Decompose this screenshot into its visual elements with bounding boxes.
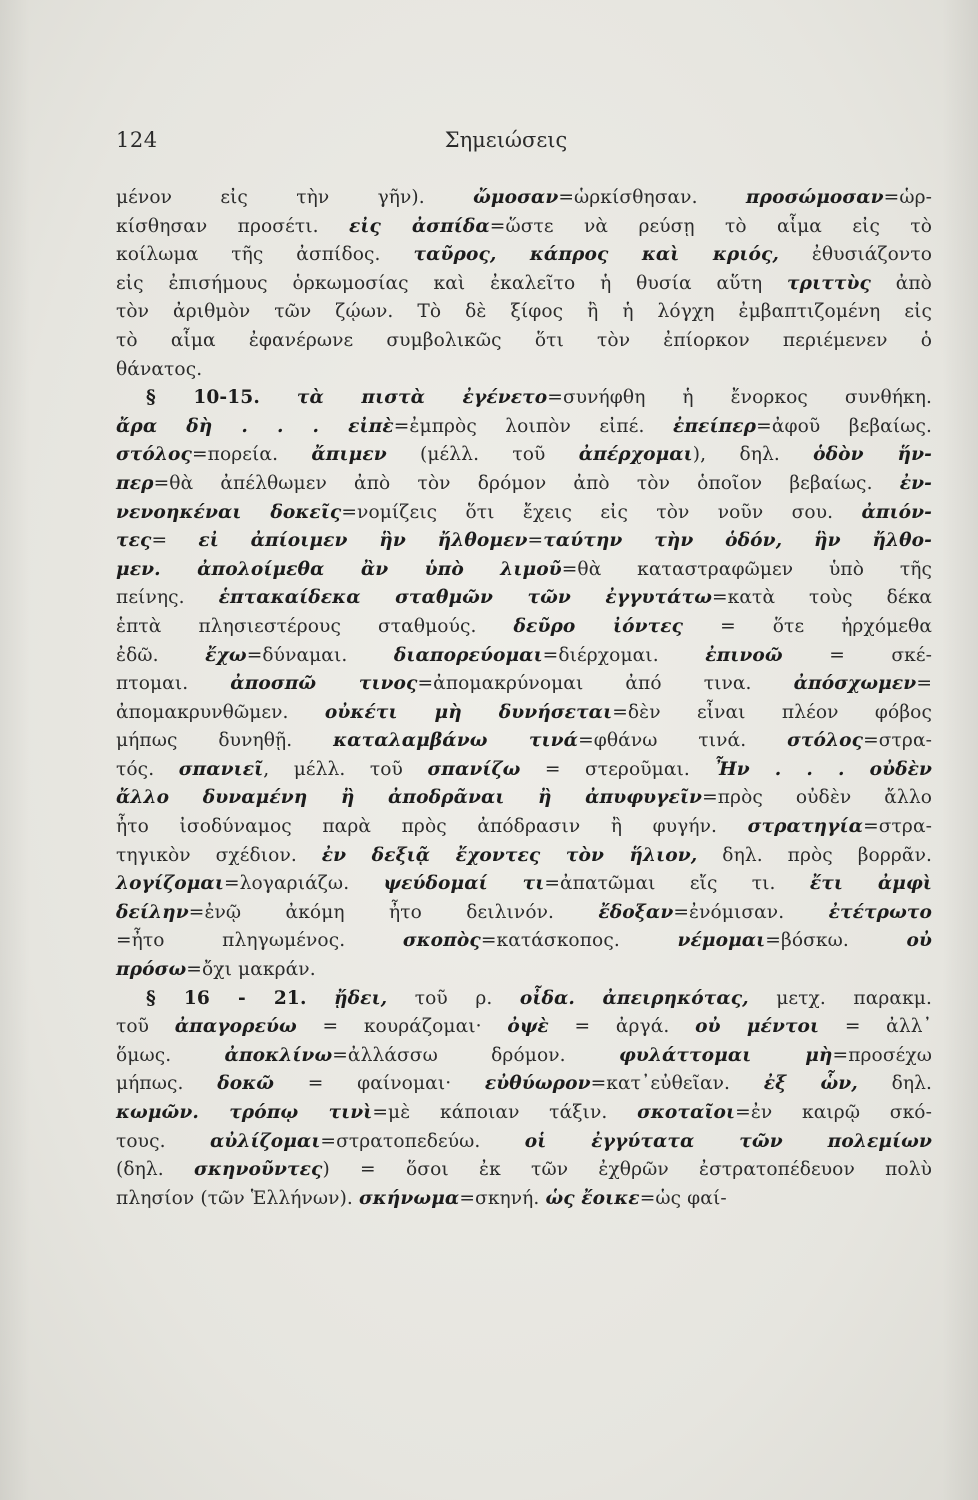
gloss-text: τὸν ἀριθμὸν τῶν ζῴων. Τὸ δὲ ξίφος ἢ ἡ λόγχη ἐμβαπτιζομένη εἰς <box>116 301 932 323</box>
text-line <box>116 1099 932 1128</box>
text-line <box>116 1070 932 1099</box>
notes-body <box>116 184 932 1213</box>
gloss-text <box>307 988 335 1009</box>
text-line <box>116 499 932 528</box>
gloss-text: (δηλ. <box>116 1159 195 1181</box>
gloss-text: μήπως. <box>116 1073 218 1095</box>
lemma-term: οὐ <box>906 930 933 952</box>
gloss-text: ἑπτὰ πλησιεστέρους σταθμούς. <box>116 615 514 637</box>
gloss-text: ἐθυσιάζοντο <box>778 244 933 266</box>
lemma-term: ἐτέτρωτο <box>828 901 932 923</box>
gloss-text: =προσέχω <box>832 1044 933 1066</box>
gloss-text: τοῦ ρ. <box>387 987 520 1009</box>
lemma-term: ἔδοξαν <box>598 901 674 923</box>
text-line <box>116 727 932 756</box>
text-line <box>116 613 932 642</box>
lemma-term: ἐν- <box>899 472 932 494</box>
gloss-text: =ἐν καιρῷ σκό- <box>735 1102 932 1123</box>
lemma-term: στρατηγία <box>747 816 864 838</box>
text-line <box>116 327 932 356</box>
page-header <box>116 128 856 162</box>
lemma-term: σκοπὸς <box>402 930 481 952</box>
lemma-term: ὡς ἔοικε <box>545 1187 640 1209</box>
section-marker: § 16 - 21. <box>146 987 307 1009</box>
gloss-text: =ἐμπρὸς λοιπὸν εἰπέ. <box>393 415 673 437</box>
gloss-text: =διέρχομαι. <box>542 644 706 666</box>
lemma-term: δοκῶ <box>217 1073 275 1095</box>
gloss-text: =συνήφθη ἡ ἔνορκος συνθήκη. <box>547 387 933 409</box>
text-line <box>116 584 932 613</box>
text-line <box>116 556 932 585</box>
gloss-text: =πρὸς οὐδὲν ἄλλο <box>702 787 932 809</box>
lemma-term: κωμῶν. τρόπῳ τινὶ <box>116 1102 373 1123</box>
gloss-text: τός. <box>116 758 179 780</box>
lemma-term: ἀπαγορεύω <box>174 1016 297 1038</box>
gloss-text: =ἀπατῶμαι εἴς τι. <box>544 873 810 895</box>
lemma-term: προσώμοσαν <box>745 187 884 208</box>
text-line <box>116 356 932 385</box>
gloss-text: =θὰ ἀπέλθωμεν ἀπὸ τὸν δρόμον ἀπὸ τὸν ὁποῖον βεβαίως. <box>153 472 900 494</box>
binding-shadow <box>942 0 978 1500</box>
gloss-text: =ὄχι μακράν. <box>186 959 316 981</box>
gloss-text: κοίλωμα τῆς ἀσπίδος. <box>116 244 414 266</box>
text-line <box>116 298 932 327</box>
text-line <box>116 1128 932 1157</box>
text-line <box>116 1042 932 1071</box>
lemma-term: ἐν δεξιᾷ ἔχοντες τὸν ἥλιον, <box>321 844 698 866</box>
gloss-text: =κατὰ τοὺς δέκα <box>712 587 933 609</box>
text-line <box>116 470 932 499</box>
lemma-term: σκήνωμα <box>358 1187 460 1209</box>
gloss-text: πείνης. <box>116 587 219 609</box>
lemma-term: ὀψὲ <box>507 1016 549 1038</box>
gloss-text: = ὅτε ἠρχόμεθα <box>683 615 932 637</box>
gloss-text: =σκηνή. <box>459 1187 546 1209</box>
gloss-text: = <box>151 530 199 552</box>
gloss-text: πτομαι. <box>116 673 231 695</box>
gloss-text: ), δηλ. <box>692 444 814 466</box>
gloss-text: = <box>527 530 544 552</box>
gloss-text: μένον εἰς τὴν γῆν). <box>116 187 474 208</box>
gloss-text: =στρα- <box>863 730 932 752</box>
text-line <box>116 870 932 899</box>
text-line <box>116 927 932 956</box>
gloss-text: μήπως δυνηθῇ. <box>116 730 334 752</box>
gloss-text: =ἀλλάσσω δρόμον. <box>332 1044 619 1066</box>
lemma-term: σπανιεῖ <box>178 758 264 780</box>
lemma-term: ἀπιόν- <box>861 501 933 523</box>
lemma-term: ἄλλο δυναμένη ἢ ἀποδρᾶναι ἢ ἀπυφυγεῖν <box>116 787 703 809</box>
lemma-term: ἀποκλίνω <box>224 1044 333 1066</box>
text-line <box>116 642 932 671</box>
lemma-term: ἀπειρηκότας, <box>602 987 749 1009</box>
gloss-text: (μέλλ. τοῦ <box>386 444 579 466</box>
text-line <box>116 1013 932 1042</box>
page-edge-shadow <box>0 0 30 1500</box>
gloss-text: ἀπομακρυνθῶμεν. <box>116 701 325 723</box>
gloss-text: , μέλλ. τοῦ <box>263 758 428 780</box>
gloss-text: κίσθησαν προσέτι. <box>116 215 349 237</box>
gloss-text: = κουράζομαι· <box>296 1016 508 1038</box>
text-line <box>116 413 932 442</box>
gloss-text: =μὲ κάποιαν τάξιν. <box>372 1102 638 1123</box>
text-line <box>116 384 932 413</box>
gloss-text: =κατάσκοπος. <box>480 930 678 952</box>
gloss-text: ἀπὸ <box>870 272 932 294</box>
gloss-text: τὸ αἷμα ἐφανέρωνε συμβολικῶς ὅτι τὸν ἐπίορκον περιέμενεν ὁ <box>116 329 932 351</box>
lemma-term: ἐπείπερ <box>672 415 757 437</box>
text-line <box>116 756 932 785</box>
lemma-term: ὁδὸν ἥν- <box>813 444 932 466</box>
gloss-text: =βόσκω. <box>765 930 907 952</box>
lemma-term: ἐπινοῶ <box>705 644 783 666</box>
lemma-term: εἰ ἀπίοιμεν ἣν ἤλθομεν <box>198 530 528 552</box>
gloss-text: =ὡρκίσθησαν. <box>558 187 746 208</box>
gloss-text: =φθάνω τινά. <box>578 730 788 752</box>
gloss-text: δηλ. πρὸς βορρᾶν. <box>697 844 932 866</box>
gloss-text: =ἀπομακρύνομαι ἀπό τινα. <box>417 673 794 695</box>
gloss-text: =κατ᾽εὐθεῖαν. <box>590 1073 764 1095</box>
lemma-term: καταλαμβάνω τινά <box>333 730 579 752</box>
lemma-term: ἔχω <box>205 644 247 666</box>
gloss-text <box>260 387 297 408</box>
lemma-term: ἔτι ἀμφὶ <box>809 873 932 895</box>
gloss-text: =λογαριάζω. <box>223 873 384 895</box>
lemma-term: τὰ πιστὰ ἐγένετο <box>296 387 548 409</box>
lemma-term: δεῦρο ἰόντες <box>513 615 684 637</box>
text-line <box>116 813 932 842</box>
page-number: 124 <box>116 128 158 152</box>
lemma-term: ἀπόσχωμεν <box>793 673 917 695</box>
lemma-term: ἄρα δὴ . . . εἰπὲ <box>116 415 394 437</box>
gloss-text: = στεροῦμαι. <box>520 758 715 780</box>
lemma-term: στόλος <box>787 730 864 752</box>
gloss-text: =ἐνῷ ἀκόμη ἦτο δειλινόν. <box>188 901 599 923</box>
gloss-text: =θὰ καταστραφῶμεν ὑπὸ τῆς <box>561 558 932 580</box>
gloss-text: τηγικὸν σχέδιον. <box>116 844 322 866</box>
gloss-text: δηλ. <box>857 1073 932 1095</box>
lemma-term: περ <box>116 472 154 494</box>
lemma-term: ἑπτακαίδεκα σταθμῶν τῶν ἐγγυτάτω <box>218 587 712 609</box>
text-line <box>116 184 932 213</box>
text-line <box>116 699 932 728</box>
lemma-term: διαπορεύομαι <box>393 644 543 666</box>
gloss-text: εἰς ἐπισήμους ὁρκωμοσίας καὶ ἐκαλεῖτο ἡ θυσία αὕτη <box>116 272 788 294</box>
gloss-text: =δὲν εἶναι πλέον φόβος <box>612 701 932 723</box>
lemma-term: νέμομαι <box>677 930 766 952</box>
gloss-text: ) = ὅσοι ἐκ τῶν ἐχθρῶν ἐστρατοπέδευον πολὺ <box>322 1159 933 1181</box>
text-line <box>116 899 932 928</box>
lemma-term: οὐκέτι μὴ δυνήσεται <box>324 701 613 723</box>
lemma-term: Ἦν . . . οὐδὲν <box>714 758 933 780</box>
text-line <box>116 842 932 871</box>
gloss-text: =δύναμαι. <box>246 644 394 666</box>
text-line <box>116 241 932 270</box>
gloss-text: =ἦτο πληγωμένος. <box>116 930 403 952</box>
lemma-term: τριττὺς <box>787 272 871 294</box>
lemma-term: σκηνοῦντες <box>194 1159 323 1181</box>
text-line <box>116 670 932 699</box>
gloss-text: = <box>916 673 932 695</box>
gloss-text: =ὡς φαί- <box>639 1187 727 1209</box>
lemma-term: σπανίζω <box>427 758 521 780</box>
lemma-term: ἀπέρχομαι <box>578 444 693 466</box>
lemma-term: ταύτην τὴν ὁδόν, ἣν ἤλθο- <box>543 530 932 552</box>
lemma-term: πρόσω <box>116 959 187 981</box>
lemma-term: ἀποσπῶ τινος <box>230 673 418 695</box>
lemma-term: μεν. ἀπολοίμεθα ἂν ὑπὸ λιμοῦ <box>116 558 562 580</box>
lemma-term: τες <box>116 530 152 552</box>
lemma-term: φυλάττομαι μὴ <box>618 1044 833 1066</box>
gloss-text: = σκέ- <box>782 644 932 666</box>
text-line <box>116 213 932 242</box>
text-line <box>116 527 932 556</box>
gloss-text: = φαίνομαι· <box>274 1073 485 1095</box>
lemma-term: ᾔδει, <box>334 987 388 1009</box>
lemma-term: ταῦρος, κάπρος καὶ κριός, <box>413 244 779 266</box>
gloss-text: πλησίον (τῶν Ἑλλήνων). <box>116 1187 359 1209</box>
lemma-term: σκοταῖοι <box>637 1102 736 1123</box>
lemma-term: δείλην <box>116 901 189 923</box>
text-line <box>116 956 932 985</box>
gloss-text: τους. <box>116 1130 210 1152</box>
text-line <box>116 985 932 1014</box>
gloss-text: =πορεία. <box>191 444 312 466</box>
gloss-text: =ὡρ- <box>883 187 932 208</box>
text-line <box>116 1156 932 1185</box>
lemma-term: ὤμοσαν <box>473 187 559 208</box>
gloss-text: = ἀλλ᾽ <box>819 1016 932 1038</box>
section-marker: § 10-15. <box>146 387 260 409</box>
lemma-term: λογίζομαι <box>116 873 224 895</box>
lemma-term: οἱ ἐγγύτατα τῶν πολεμίων <box>524 1130 932 1152</box>
lemma-term: στόλος <box>116 444 192 466</box>
text-line <box>116 784 932 813</box>
gloss-text: =ἐνόμισαν. <box>673 901 829 923</box>
lemma-term: ἐξ ὧν, <box>763 1073 858 1095</box>
text-line <box>116 441 932 470</box>
lemma-term: αὐλίζομαι <box>209 1130 321 1152</box>
running-head: Σημειώσεις <box>444 128 568 152</box>
gloss-text: =στρα- <box>863 816 932 838</box>
gloss-text: ὅμως. <box>116 1044 225 1066</box>
gloss-text: μετχ. παρακμ. <box>748 987 932 1009</box>
text-line <box>116 1185 932 1214</box>
text-line <box>116 270 932 299</box>
lemma-term: ψεύδομαί τι <box>383 873 545 895</box>
gloss-text: ἐδῶ. <box>116 644 206 666</box>
lemma-term: νενοηκέναι δοκεῖς <box>116 501 342 523</box>
gloss-text: =ἀφοῦ βεβαίως. <box>756 415 932 437</box>
gloss-text <box>575 988 603 1009</box>
gloss-text: =στρατοπεδεύω. <box>320 1130 525 1152</box>
lemma-term: εἰς ἀσπίδα <box>349 215 490 237</box>
lemma-term: οὐ μέντοι <box>695 1016 820 1038</box>
lemma-term: οἶδα. <box>519 987 575 1009</box>
gloss-text: = ἀργά. <box>548 1016 696 1038</box>
gloss-text: =ὥστε νὰ ρεύσῃ τὸ αἷμα εἰς τὸ <box>489 215 933 237</box>
lemma-term: εὐθύωρον <box>484 1073 591 1095</box>
gloss-text: =νομίζεις ὅτι ἔχεις εἰς τὸν νοῦν σου. <box>341 501 862 523</box>
gloss-text: θάνατος. <box>116 358 203 380</box>
gloss-text: ἦτο ἰσοδύναμος παρὰ πρὸς ἀπόδρασιν ἢ φυγήν. <box>116 816 748 838</box>
lemma-term: ἄπιμεν <box>311 444 387 466</box>
gloss-text: τοῦ <box>116 1016 175 1038</box>
